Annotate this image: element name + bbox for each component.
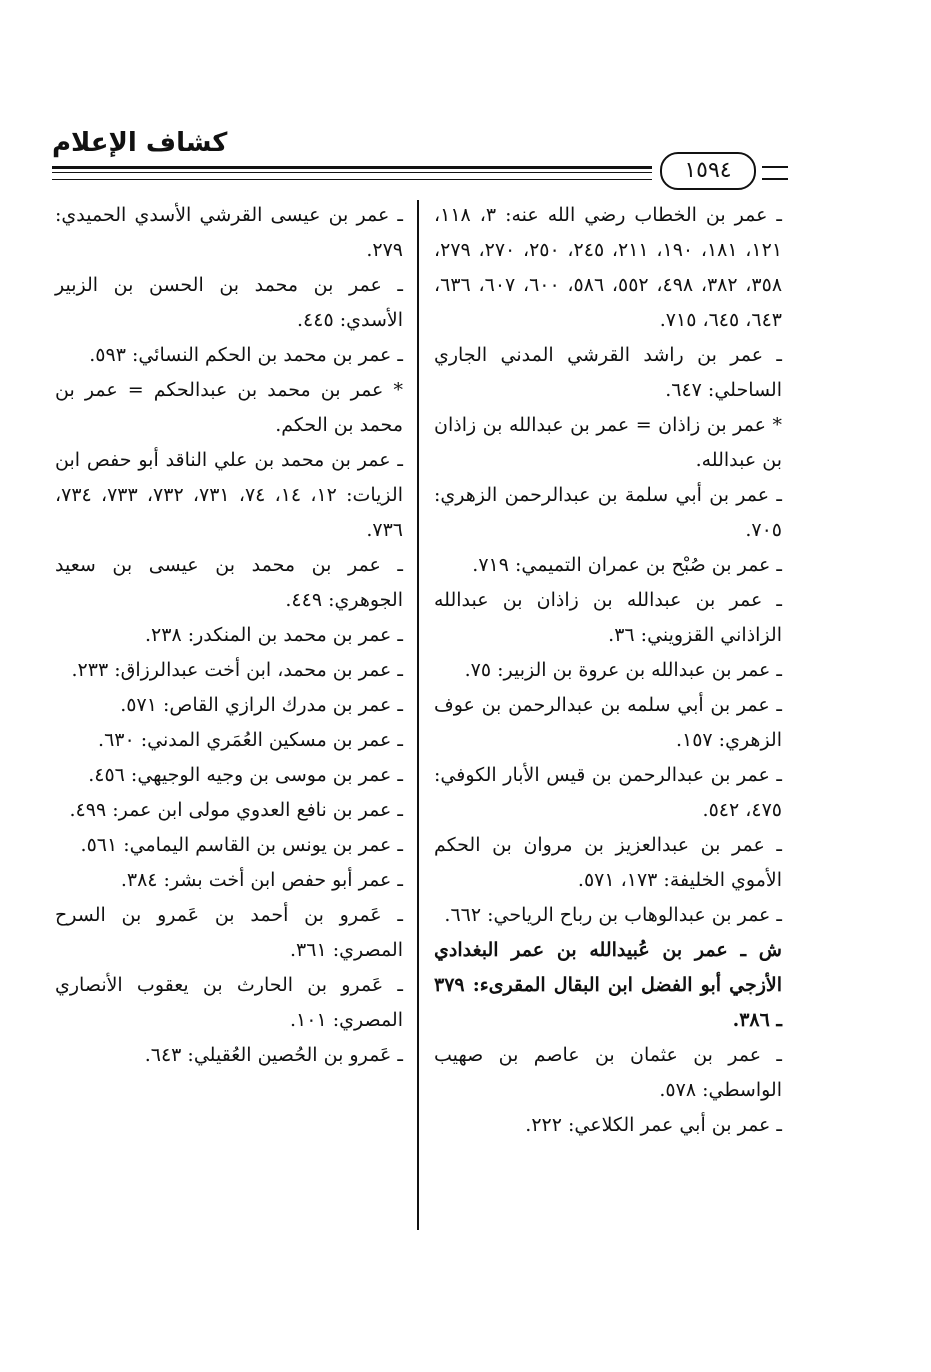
- index-entry: ـ عمر بن أبي عمر الكلاعي: ٢٢٢.: [525, 1114, 782, 1136]
- index-entry: ـ عمر بن أبي سلمه بن عبدالرحمن بن عوف الزهري: ١٥٧.: [434, 694, 782, 751]
- header-rule: [52, 166, 652, 180]
- index-entry: ـ عمر بن عبدالوهاب بن رباح الرياحي: ٦٦٢.: [444, 904, 782, 926]
- index-column-left: [55, 198, 403, 1073]
- index-entry: * عمر بن محمد بن عبدالحكم = عمر بن محمد بن الحكم.: [55, 379, 403, 436]
- index-entry: ـ عَمرو بن أحمد بن عَمرو بن السرح المصري: ٣٦١.: [55, 904, 403, 961]
- index-entry: ـ عمر بن محمد بن الحكم النسائي: ٥٩٣.: [89, 344, 403, 366]
- index-entry: ـ عمر بن عبدالرحمن بن قيس الأبار الكوفي: ٤٧٥، ٥٤٢.: [434, 764, 782, 821]
- index-entry: ـ عمر بن نافع العدوي مولى ابن عمر: ٤٩٩.: [69, 799, 403, 821]
- index-entry: ـ عمر بن عثمان بن عاصم بن صهيب الواسطي: ٥٧٨.: [434, 1044, 782, 1101]
- column-divider: [417, 200, 419, 1230]
- page-number: ١٥٩٤: [660, 152, 756, 190]
- index-column-right: [434, 198, 782, 1143]
- index-entry: ـ عمر بن موسى بن وجيه الوجيهي: ٤٥٦.: [88, 764, 403, 786]
- index-entry: * عمر بن زاذان = عمر بن عبدالله بن زاذان بن عبدالله.: [434, 414, 782, 471]
- index-entry: ـ عمر بن عيسى القرشي الأسدي الحميدي: ٢٧٩.: [55, 204, 403, 261]
- index-entry: ش ـ عمر بن عُبيدالله بن عمر البغدادي الأزجي أبو الفضل ابن البقال المقرىء: ٣٧٩ ـ ٣٨٦.: [434, 939, 782, 1031]
- index-entry: ـ عمر بن عبدالله بن زاذان بن عبدالله الزاذاني القزويني: ٣٦.: [434, 589, 782, 646]
- index-entry: ـ عمر بن مدرك الرازي القاص: ٥٧١.: [120, 694, 403, 716]
- index-entry: ـ عمر بن محمد بن عيسى بن سعيد الجوهري: ٤٤٩.: [55, 554, 403, 611]
- index-entry: ـ عمر بن مسكين العُمَري المدني: ٦٣٠.: [98, 729, 403, 751]
- index-entry: ـ عمر بن عبدالعزيز بن مروان بن الحكم الأموي الخليفة: ١٧٣، ٥٧١.: [434, 834, 782, 891]
- index-entry: ـ عمر بن عبدالله بن عروة بن الزبير: ٧٥.: [464, 659, 782, 681]
- index-entry: ـ عمر بن راشد القرشي المدني الجاري الساحلي: ٦٤٧.: [434, 344, 782, 401]
- index-entry: ـ عمر بن محمد بن المنكدر: ٢٣٨.: [144, 624, 403, 646]
- index-entry: ـ عمر بن أبي سلمة بن عبدالرحمن الزهري: ٧٠٥.: [434, 484, 782, 541]
- index-entry: ـ عَمرو بن الحُصين العُقيلي: ٦٤٣.: [144, 1044, 403, 1066]
- index-entry: ـ عَمرو بن الحارث بن يعقوب الأنصاري المصري: ١٠١.: [55, 974, 403, 1031]
- index-entry: ـ عمر بن محمد بن علي الناقد أبو حفص ابن الزيات: ١٢، ١٤، ٧٤، ٧٣١، ٧٣٢، ٧٣٣، ٧٣٤، ٧٣٦.: [55, 449, 403, 541]
- book-title: كشاف الإعلام: [52, 128, 228, 158]
- index-entry: ـ عمر أبو حفص ابن أخت بشر: ٣٨٤.: [120, 869, 403, 891]
- index-entry: ـ عمر بن محمد بن الحسن بن الزبير الأسدي: ٤٤٥.: [55, 274, 403, 331]
- header-rule-short: [762, 166, 788, 180]
- index-entry: ـ عمر بن محمد، ابن أخت عبدالرزاق: ٢٣٣.: [71, 659, 403, 681]
- index-entry: ـ عمر بن الخطاب رضي الله عنه: ٣، ١١٨، ١٢١، ١٨١، ١٩٠، ٢١١، ٢٤٥، ٢٥٠، ٢٧٠، ٢٧٩، ٣٥٨، ٣٨٢، ٤٩٨، ٥٥٢، ٥٨٦، ٦٠٠، ٦٠٧، ٦٣٦، ٦٤٣، ٦٤٥، ٧١٥.: [434, 204, 783, 331]
- index-entry: ـ عمر بن صُبْح بن عمران التميمي: ٧١٩.: [472, 554, 782, 576]
- index-entry: ـ عمر بن يونس بن القاسم اليمامي: ٥٦١.: [80, 834, 403, 856]
